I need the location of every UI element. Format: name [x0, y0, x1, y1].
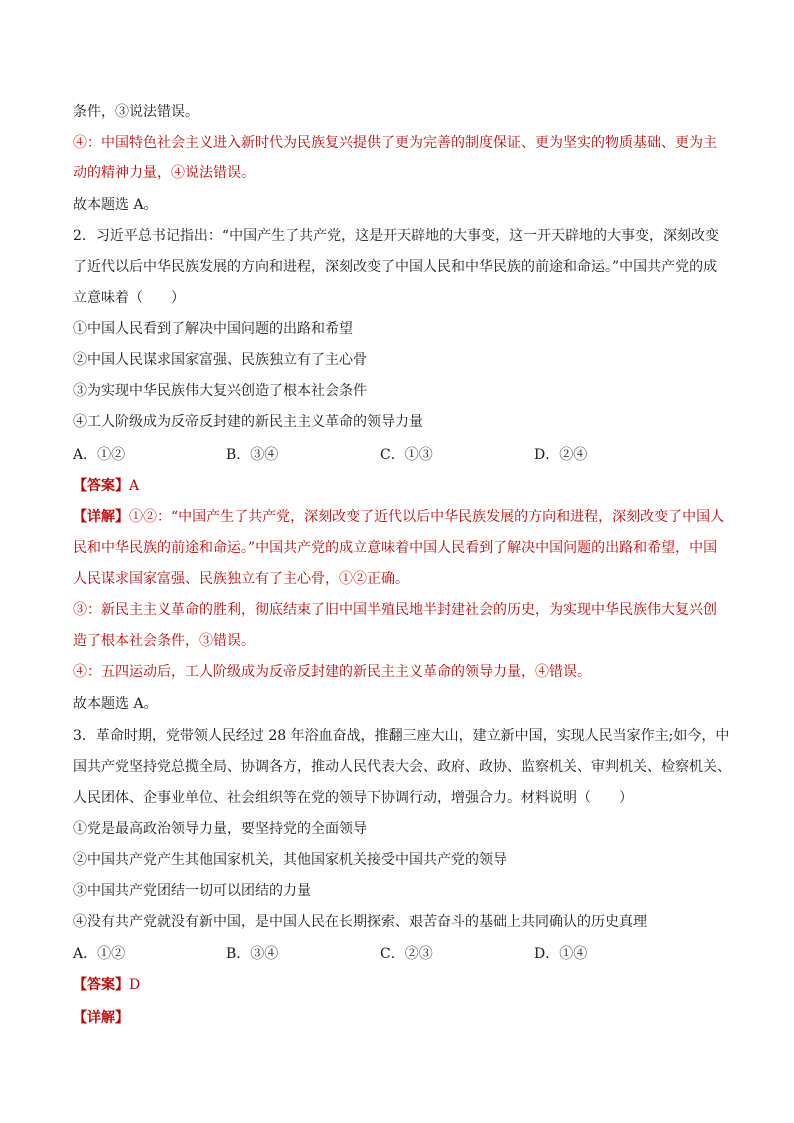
q2-options — [73, 445, 723, 465]
q3-item: ④没有共产党就没有新中国，是中国人民在长期探索、艰苦奋斗的基础上共同确认的历史真理 — [73, 914, 647, 930]
q3-answer — [73, 975, 140, 995]
q3-options — [73, 944, 723, 964]
q3-option-b[interactable]: B．③④ — [226, 946, 279, 962]
q3-stem-line: 国共产党坚持党总揽全局、协调各方，推动人民代表大会、政府、政协、监察机关、审判机关、检察机关、 — [73, 759, 731, 775]
q2-detail-line: ③：新民主主义革命的胜利，彻底结束了旧中国半殖民地半封建社会的历史，为实现中华民族伟大复兴创 — [73, 602, 717, 618]
detail-tag: 【详解】 — [73, 1010, 129, 1026]
q3-stem-line: 3．革命时期，党带领人民经过 28 年浴血奋战，推翻三座大山，建立新中国，实现人民当家作主;如今，中 — [73, 728, 730, 744]
q3-detail-line — [73, 1008, 129, 1028]
q2-detail-line: 造了根本社会条件，③错误。 — [73, 633, 255, 649]
q2-stem-line: 了近代以后中华民族发展的方向和进程，深刻改变了中国人民和中华民族的前途和命运。”中国共产党的成 — [73, 259, 718, 275]
q2-item: ②中国人民谋求国家富强、民族独立有了主心骨 — [73, 352, 367, 368]
q2-stem-line: 2．习近平总书记指出：“中国产生了共产党，这是开天辟地的大事变，这一开天辟地的大事变，深刻改变 — [73, 228, 720, 244]
q2-detail-line: 民和中华民族的前途和命运。”中国共产党的成立意味着中国人民看到了解决中国问题的出路和希望，中国 — [73, 540, 718, 556]
answer-value: A — [129, 478, 140, 494]
q3-item: ②中国共产党产生其他国家机关，其他国家机关接受中国共产党的领导 — [73, 852, 507, 868]
q2-stem-line: 立意味着（ ） — [73, 290, 185, 306]
q3-option-a[interactable]: A．①② — [73, 946, 126, 962]
q3-option-d[interactable]: D．①④ — [534, 946, 588, 962]
q3-item: ①党是最高政治领导力量，要坚持党的全面领导 — [73, 821, 367, 837]
q1-conclusion: 故本题选 A。 — [73, 197, 158, 213]
answer-tag: 【答案】 — [73, 478, 129, 494]
q2-detail-line — [73, 507, 724, 527]
q2-item: ①中国人民看到了解决中国问题的出路和希望 — [73, 321, 353, 337]
q2-detail-line: ④：五四运动后，工人阶级成为反帝反封建的新民主主义革命的领导力量，④错误。 — [73, 664, 591, 680]
detail-text: ①②：“中国产生了共产党，深刻改变了近代以后中华民族发展的方向和进程，深刻改变了中国人 — [129, 509, 725, 525]
answer-tag: 【答案】 — [73, 977, 129, 993]
q2-option-b[interactable]: B．③④ — [226, 447, 279, 463]
q2-detail-line: 人民谋求国家富强、民族独立有了主心骨，①②正确。 — [73, 571, 409, 587]
q2-option-a[interactable]: A．①② — [73, 447, 126, 463]
q3-item: ③中国共产党团结一切可以团结的力量 — [73, 883, 311, 899]
q2-item: ④工人阶级成为反帝反封建的新民主主义革命的领导力量 — [73, 414, 423, 430]
q1-analysis-line: 动的精神力量，④说法错误。 — [73, 165, 255, 181]
q1-text-line: 条件，③说法错误。 — [73, 104, 199, 120]
q3-stem-line: 人民团体、企事业单位、社会组织等在党的领导下协调行动，增强合力。材料说明（ ） — [73, 790, 633, 806]
q2-conclusion: 故本题选 A。 — [73, 696, 158, 712]
detail-tag: 【详解】 — [73, 509, 129, 525]
q1-analysis-line: ④：中国特色社会主义进入新时代为民族复兴提供了更为完善的制度保证、更为坚实的物质基础、更为主 — [73, 135, 717, 151]
answer-value: D — [129, 977, 141, 993]
q2-option-d[interactable]: D．②④ — [534, 447, 588, 463]
q2-option-c[interactable]: C．①③ — [380, 447, 433, 463]
q2-answer — [73, 476, 139, 496]
q3-option-c[interactable]: C．②③ — [380, 946, 433, 962]
q2-item: ③为实现中华民族伟大复兴创造了根本社会条件 — [73, 383, 367, 399]
